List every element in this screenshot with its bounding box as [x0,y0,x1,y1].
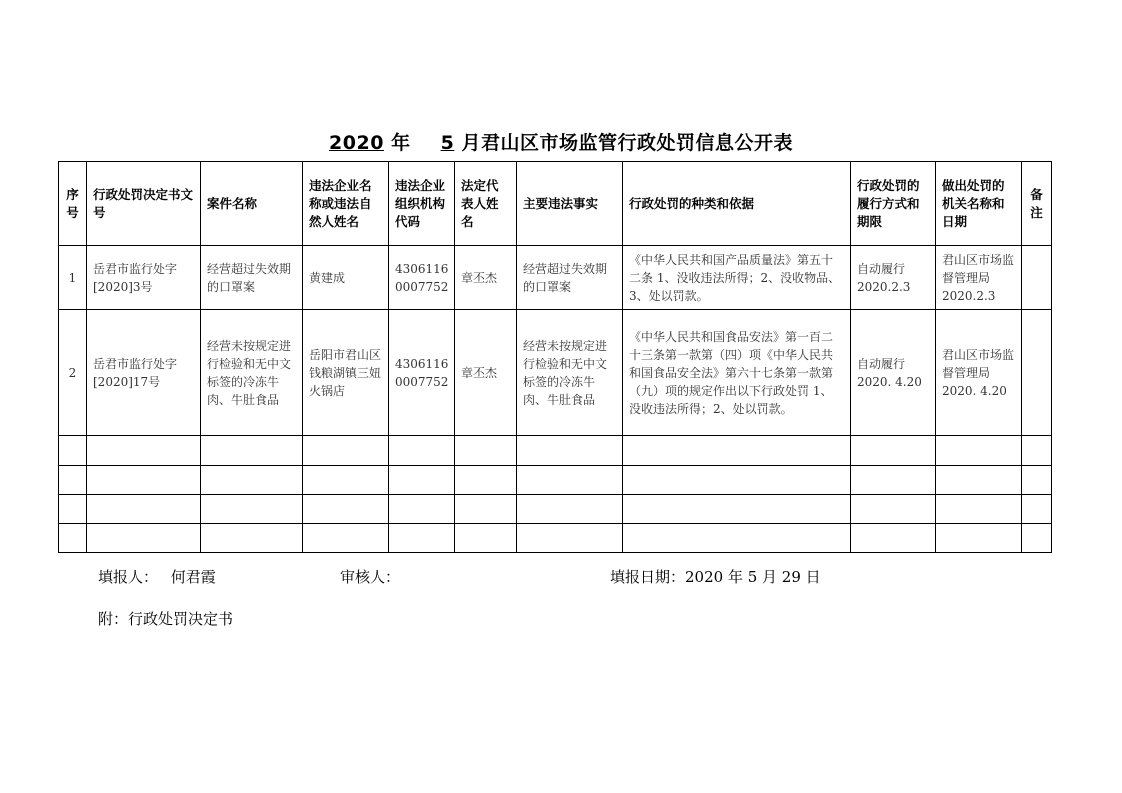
cell-remark [1022,246,1052,310]
reviewer-field [340,566,400,587]
cell-legal-rep: 章丕杰 [455,310,517,436]
cell-facts: 经营超过失效期的口罩案 [517,246,623,310]
table-row [59,310,1052,436]
title-rest: 月君山区市场监管行政处罚信息公开表 [461,132,793,154]
header-legal-rep: 法定代表人姓名 [455,162,517,246]
date-field [610,566,821,587]
header-remark: 备注 [1022,162,1052,246]
cell-org-code: 4306116 0007752 [389,246,455,310]
header-row [59,162,1052,246]
cell-remark [1022,310,1052,436]
cell-seq: 2 [59,310,87,436]
empty-row [59,524,1052,553]
filler-name: 何君霞 [170,568,216,586]
attachment-note: 附：行政处罚决定书 [98,610,234,628]
fill-date: 2020 年 5 月 29 日 [685,568,821,586]
cell-authority: 君山区市场监督管理局 2020.2.3 [936,246,1022,310]
cell-case-name: 经营超过失效期的口罩案 [201,246,303,310]
title-month: 5 [440,132,455,154]
header-method: 行政处罚的履行方式和期限 [851,162,936,246]
header-penalty: 行政处罚的种类和依据 [623,162,851,246]
penalty-table [58,161,1052,553]
header-seq: 序号 [59,162,87,246]
empty-row [59,436,1052,466]
table-row [59,246,1052,310]
cell-case-name: 经营未按规定进行检验和无中文标签的冷冻牛肉、牛肚食品 [201,310,303,436]
header-facts: 主要违法事实 [517,162,623,246]
filler-label: 填报人： [98,568,159,586]
cell-legal-rep: 章丕杰 [455,246,517,310]
filler-field [98,566,216,587]
cell-org-code: 4306116 0007752 [389,310,455,436]
cell-method: 自动履行 2020. 4.20 [851,310,936,436]
page-title [0,128,1122,155]
date-label: 填报日期： [610,568,686,586]
cell-facts: 经营未按规定进行检验和无中文标签的冷冻牛肉、牛肚食品 [517,310,623,436]
cell-doc-no: 岳君市监行处字[2020]3号 [87,246,201,310]
title-year: 2020 [329,132,384,154]
header-authority: 做出处罚的机关名称和日期 [936,162,1022,246]
cell-seq: 1 [59,246,87,310]
title-year-suffix: 年 [391,132,411,154]
cell-party: 岳阳市君山区钱粮湖镇三妞火锅店 [303,310,389,436]
reviewer-label: 审核人： [340,568,401,586]
cell-penalty: 《中华人民共和国食品安法》第一百二十三条第一款第（四）项《中华人民共和国食品安全法》第六十七条第一款第（九）项的规定作出以下行政处罚 1、没收违法所得；2、处以罚款。 [623,310,851,436]
cell-party: 黄建成 [303,246,389,310]
cell-method: 自动履行 2020.2.3 [851,246,936,310]
header-doc-no: 行政处罚决定书文号 [87,162,201,246]
empty-row [59,466,1052,495]
cell-authority: 君山区市场监督管理局 2020. 4.20 [936,310,1022,436]
cell-doc-no: 岳君市监行处字[2020]17号 [87,310,201,436]
header-org-code: 违法企业组织机构代码 [389,162,455,246]
empty-row [59,495,1052,524]
header-party: 违法企业名称或违法自然人姓名 [303,162,389,246]
cell-penalty: 《中华人民共和国产品质量法》第五十二条 1、没收违法所得；2、没收物品、3、处以罚款。 [623,246,851,310]
header-case-name: 案件名称 [201,162,303,246]
